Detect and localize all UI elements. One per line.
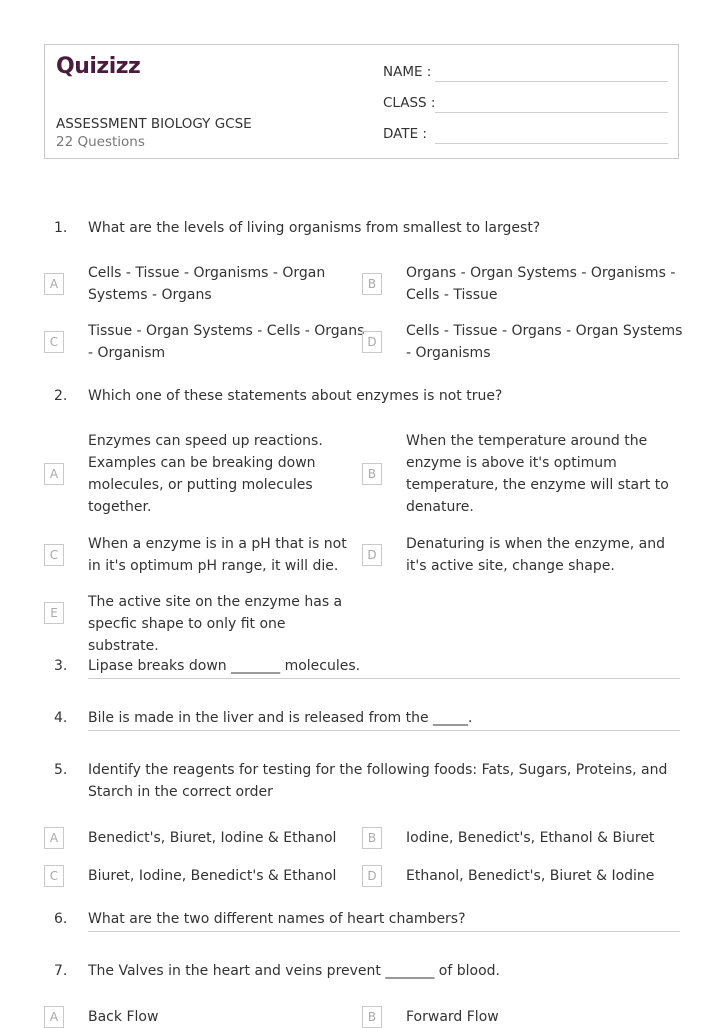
option-text: Denaturing is when the enzyme, and it's active site, change shape.: [406, 536, 665, 574]
option-text: Tissue - Organ Systems - Cells - Organs - Organism: [88, 323, 365, 361]
answer-line[interactable]: [88, 730, 680, 731]
answer-line[interactable]: [88, 678, 680, 679]
question-text: What are the levels of living organisms from smallest to largest?: [88, 220, 541, 236]
name-line: [435, 81, 668, 82]
option-text: Cells - Tissue - Organisms - Organ Systems - Organs: [88, 265, 326, 303]
question-text: What are the two different names of heart chambers?: [88, 911, 466, 927]
option-letter-box: B: [362, 827, 382, 849]
question-text: Which one of these statements about enzymes is not true?: [88, 388, 503, 404]
worksheet-title: ASSESSMENT BIOLOGY GCSE: [56, 116, 252, 132]
option-letter-box: C: [44, 865, 64, 887]
class-field[interactable]: [383, 95, 668, 113]
option-letter-box: D: [362, 544, 382, 566]
option-text: Biuret, Iodine, Benedict's & Ethanol: [88, 868, 337, 884]
option-text: Cells - Tissue - Organs - Organ Systems - Organisms: [406, 323, 683, 361]
question-number: 1.: [54, 220, 68, 236]
question-number: 5.: [54, 762, 68, 778]
question-number: 4.: [54, 710, 68, 726]
option-letter-box: A: [44, 463, 64, 485]
question-count: 22 Questions: [56, 134, 145, 150]
option-text: Enzymes can speed up reactions. Examples can be breaking down molecules, or putting molecules together.: [88, 433, 323, 515]
option-text: The active site on the enzyme has a specfic shape to only fit one substrate.: [88, 594, 343, 654]
option-letter-box: D: [362, 331, 382, 353]
option-letter-box: C: [44, 331, 64, 353]
name-label: NAME :: [383, 64, 432, 80]
option-text: Benedict's, Biuret, Iodine & Ethanol: [88, 830, 337, 846]
date-field[interactable]: [383, 126, 668, 144]
option-text: When the temperature around the enzyme is above it's optimum temperature, the enzyme will start to denature.: [406, 433, 669, 515]
question-text: Lipase breaks down _______ molecules.: [88, 658, 361, 674]
option-letter-box: E: [44, 602, 64, 624]
question-number: 6.: [54, 911, 68, 927]
question-text: Bile is made in the liver and is released from the _____.: [88, 710, 473, 726]
question-number: 7.: [54, 963, 68, 979]
name-field[interactable]: [383, 64, 668, 82]
option-letter-box: B: [362, 273, 382, 295]
option-letter-box: A: [44, 827, 64, 849]
option-letter-box: B: [362, 463, 382, 485]
option-text: Iodine, Benedict's, Ethanol & Biuret: [406, 830, 655, 846]
quizizz-logo: Quizizz: [56, 54, 141, 79]
date-line: [435, 143, 668, 144]
option-letter-box: D: [362, 865, 382, 887]
question-number: 3.: [54, 658, 68, 674]
class-label: CLASS :: [383, 95, 436, 111]
answer-line[interactable]: [88, 931, 680, 932]
option-text: When a enzyme is in a pH that is not in it's optimum pH range, it will die.: [88, 536, 347, 574]
option-letter-box: A: [44, 1006, 64, 1028]
option-text: Back Flow: [88, 1009, 159, 1025]
option-letter-box: C: [44, 544, 64, 566]
option-text: Forward Flow: [406, 1009, 499, 1025]
worksheet-header: [44, 44, 679, 159]
option-text: Ethanol, Benedict's, Biuret & Iodine: [406, 868, 655, 884]
date-label: DATE :: [383, 126, 427, 142]
option-letter-box: B: [362, 1006, 382, 1028]
question-number: 2.: [54, 388, 68, 404]
question-text: Identify the reagents for testing for the following foods: Fats, Sugars, Proteins, and Starch in the correct order: [88, 762, 668, 800]
option-letter-box: A: [44, 273, 64, 295]
question-text: The Valves in the heart and veins prevent _______ of blood.: [88, 963, 500, 979]
option-text: Organs - Organ Systems - Organisms - Cells - Tissue: [406, 265, 676, 303]
class-line: [435, 112, 668, 113]
